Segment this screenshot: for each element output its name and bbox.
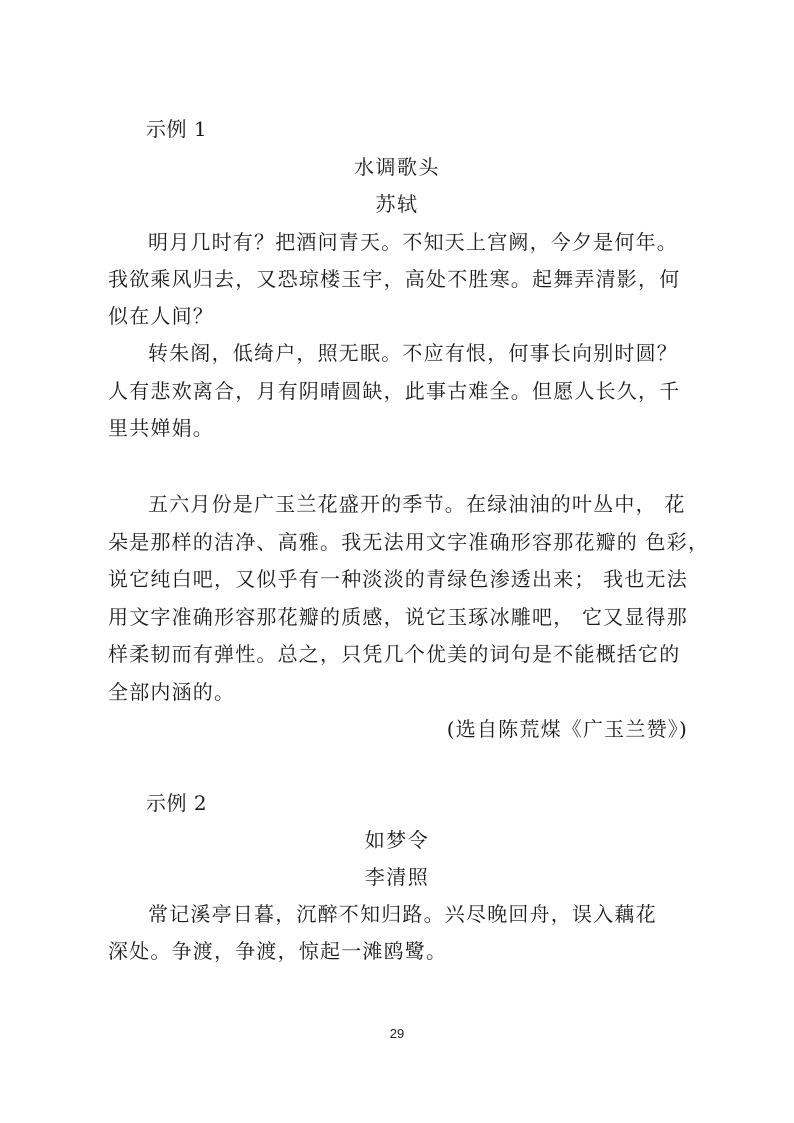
poem-2-title: 如梦令 <box>364 828 430 852</box>
poem-1-line: 明月几时有？把酒问青天。不知天上宫阙，今夕是何年。 <box>148 230 678 254</box>
poem-2-line: 深处。争渡，争渡，惊起一滩鸥鹭。 <box>108 939 448 963</box>
example-2-label: 示例 2 <box>146 791 208 815</box>
poem-1-title: 水调歌头 <box>354 155 440 179</box>
poem-1-line: 里共婵娟。 <box>108 416 214 440</box>
prose-line: 五六月份是广玉兰花盛开的季节。在绿油油的叶丛中， 花 <box>148 492 686 516</box>
example-1-label: 示例 1 <box>146 117 208 141</box>
poem-1-line: 人有悲欢离合，月有阴晴圆缺，此事古难全。但愿人长久，千 <box>108 379 681 403</box>
poem-2-author: 李清照 <box>364 865 430 889</box>
prose-line: 朵是那样的洁净、高雅。我无法用文字准确形容那花瓣的 色彩， <box>108 530 710 554</box>
page-number: 29 <box>389 1026 405 1041</box>
poem-1-line: 转朱阁，低绮户，照无眠。不应有恨，何事长向别时圆？ <box>148 341 678 365</box>
prose-line: 全部内涵的。 <box>108 680 236 704</box>
prose-line: 说它纯白吧，又似乎有一种淡淡的青绿色渗透出来； 我也无法 <box>108 567 688 591</box>
poem-1-line: 似在人间？ <box>108 304 214 328</box>
poem-1-author: 苏轼 <box>375 192 419 216</box>
prose-line: 用文字准确形容那花瓣的质感，说它玉琢冰雕吧， 它又显得那 <box>108 605 688 629</box>
poem-2-line: 常记溪亭日暮，沉醉不知归路。兴尽晚回舟，误入藕花 <box>148 902 657 926</box>
prose-source-citation: (选自陈荒煤《广玉兰赞》) <box>446 717 688 741</box>
poem-1-line: 我欲乘风归去，又恐琼楼玉宇，高处不胜寒。起舞弄清影，何 <box>108 267 681 291</box>
prose-line: 样柔韧而有弹性。总之，只凭几个优美的词句是不能概括它的 <box>108 642 681 666</box>
